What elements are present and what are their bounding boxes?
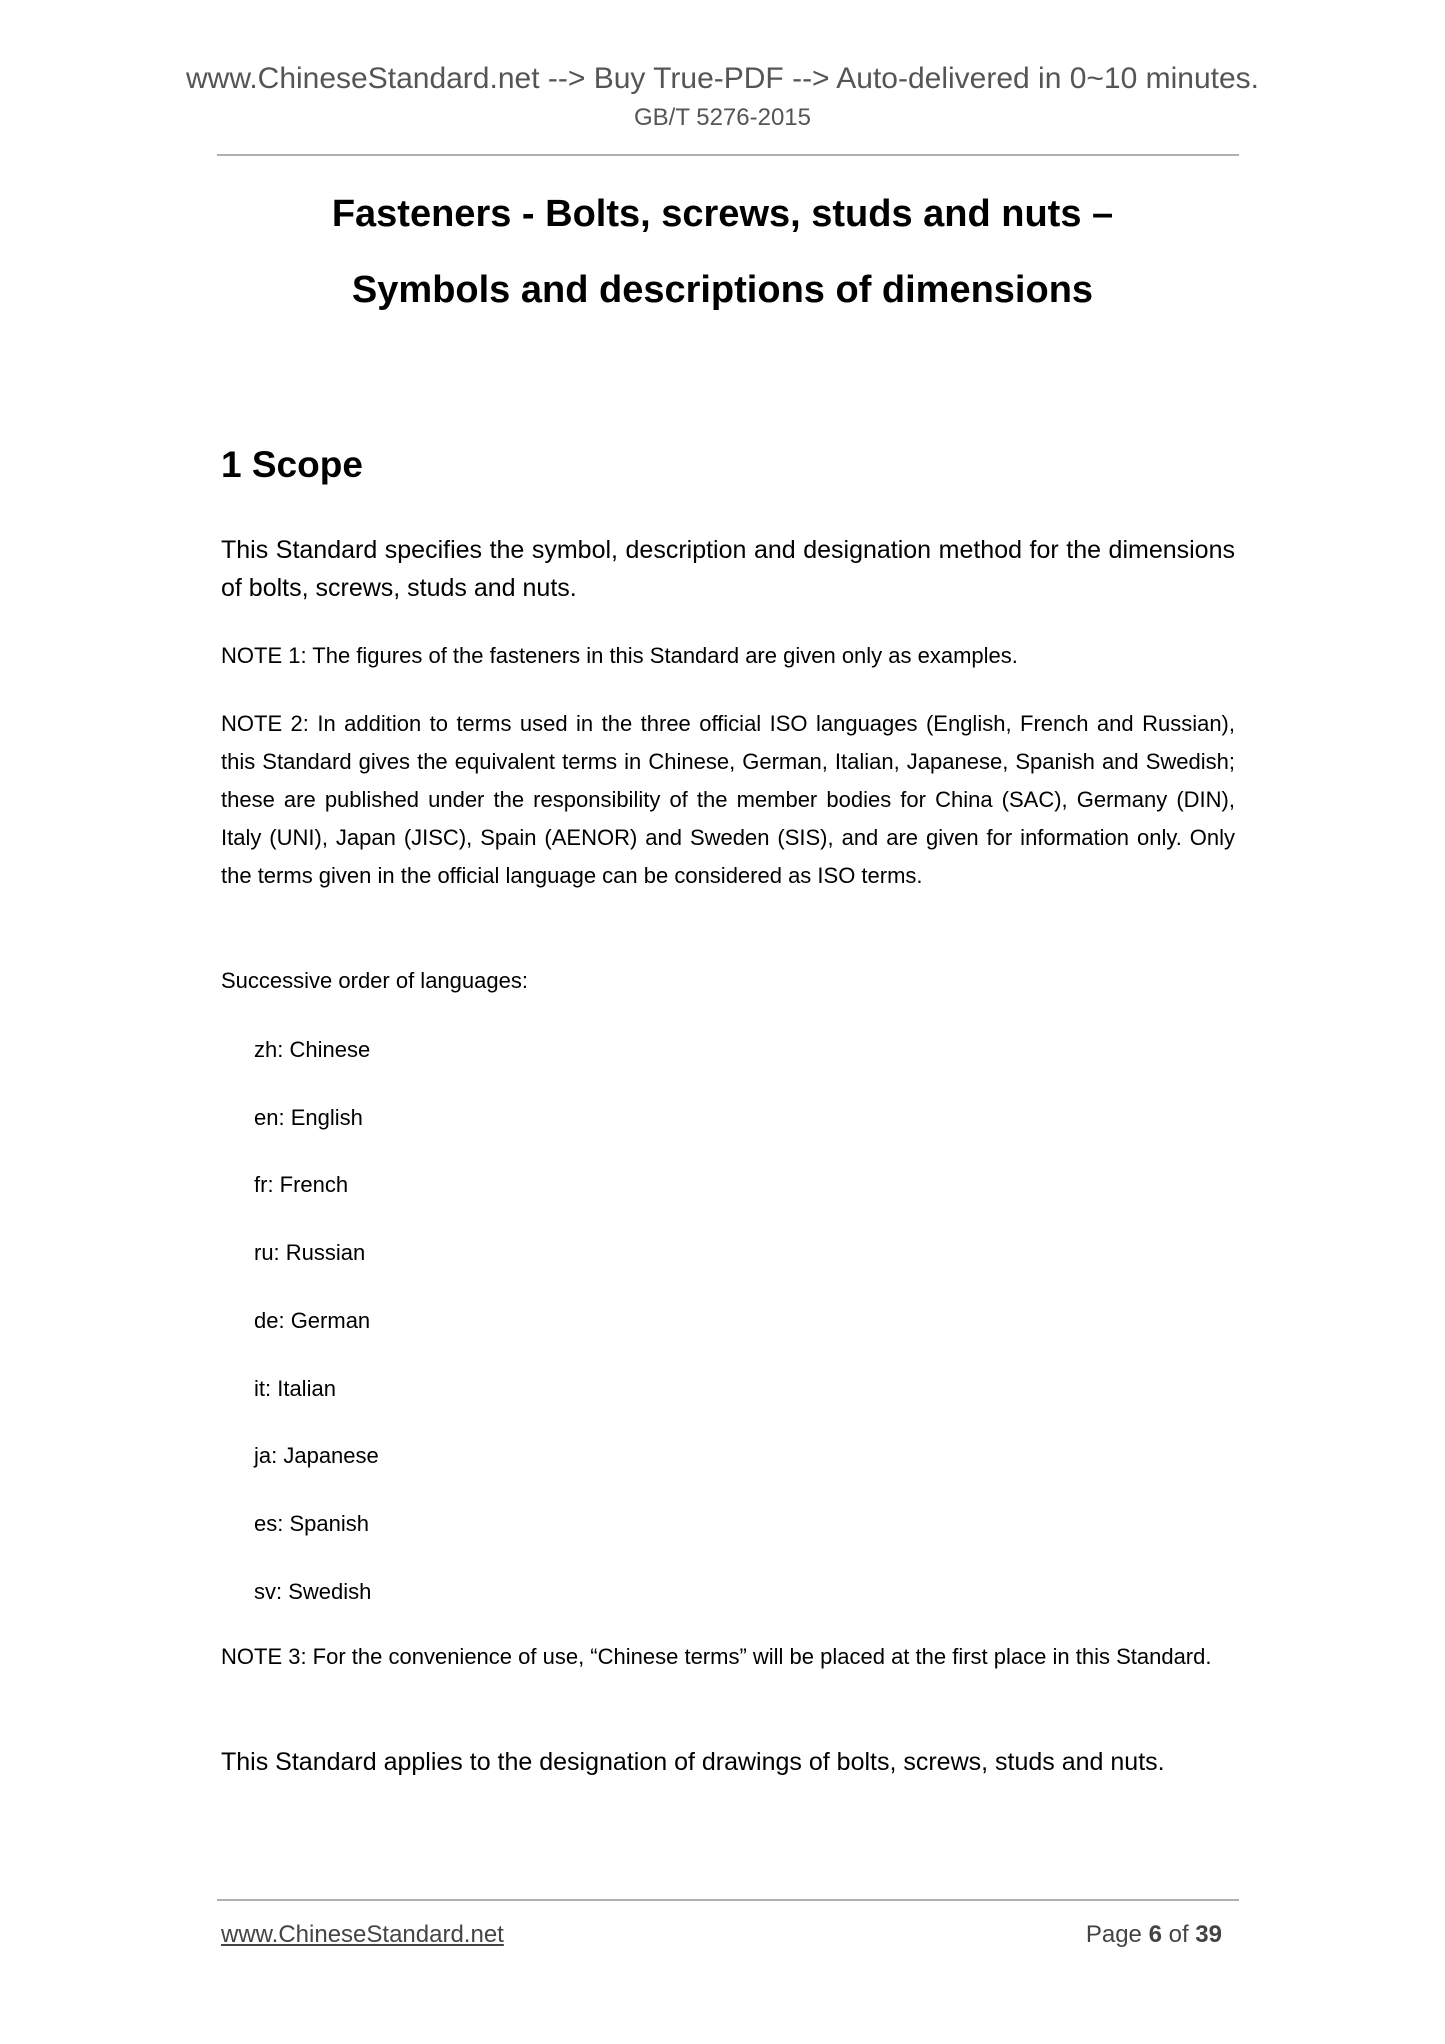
standard-code: GB/T 5276-2015 xyxy=(633,104,811,131)
language-item: sv: Swedish xyxy=(254,1579,372,1604)
language-item: en: English xyxy=(254,1105,363,1130)
language-item: zh: Chinese xyxy=(254,1037,371,1062)
page-indicator xyxy=(1070,1921,1222,1949)
page-of: of xyxy=(1168,1921,1189,1948)
language-item: it: Italian xyxy=(254,1376,336,1401)
languages-intro: Successive order of languages: xyxy=(221,968,528,993)
scope-paragraph: This Standard specifies the symbol, description and designation method for the dimensions of bolts, screws, studs and nuts. xyxy=(221,536,1235,602)
note-1: NOTE 1: The figures of the fasteners in this Standard are given only as examples. xyxy=(221,643,1018,668)
note-2: NOTE 2: In addition to terms used in the three official ISO languages (English, French and Russian), this Standard gives the equivalent terms in Chinese, German, Italian, Japanese, Spanish and Swedish; these are published under the responsibility of the member bodies for China (SAC), Germany (DIN), Italy (UNI), Japan (JISC), Spain (AENOR) and Sweden (SIS), and are given for information only. Only the terms given in the official language can be considered as ISO terms. xyxy=(221,711,1235,888)
language-item: ru: Russian xyxy=(254,1240,366,1265)
footer-divider xyxy=(217,1899,1239,1901)
language-item: ja: Japanese xyxy=(254,1443,379,1468)
document-title-line1: Fasteners - Bolts, screws, studs and nuts – xyxy=(331,193,1114,235)
language-item: de: German xyxy=(254,1308,371,1333)
page-current: 6 xyxy=(1148,1921,1162,1948)
language-item: fr: French xyxy=(254,1172,349,1197)
page-total: 39 xyxy=(1195,1921,1222,1948)
note-3: NOTE 3: For the convenience of use, “Chinese terms” will be placed at the first place in this Standard. xyxy=(221,1644,1212,1669)
header-divider xyxy=(217,154,1239,156)
document-title-line2: Symbols and descriptions of dimensions xyxy=(351,269,1094,311)
footer-website-link[interactable]: www.ChineseStandard.net xyxy=(221,1921,504,1948)
section-heading: 1 Scope xyxy=(221,444,363,485)
header-banner: www.ChineseStandard.net --> Buy True-PDF --> Auto-delivered in 0~10 minutes. xyxy=(185,62,1260,95)
language-item: es: Spanish xyxy=(254,1511,369,1536)
applicability-statement: This Standard applies to the designation of drawings of bolts, screws, studs and nuts. xyxy=(221,1748,1165,1776)
page-prefix: Page xyxy=(1085,1921,1142,1948)
